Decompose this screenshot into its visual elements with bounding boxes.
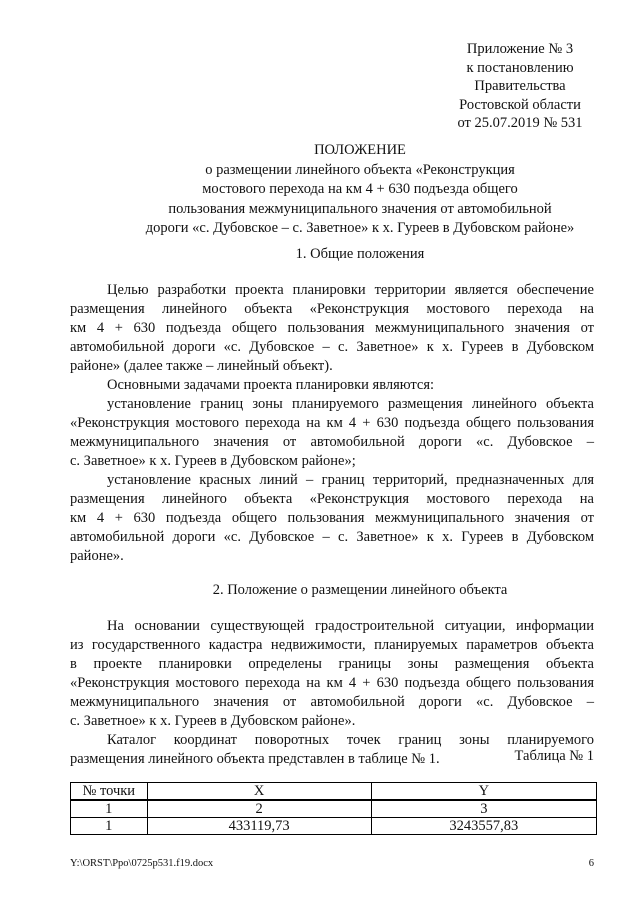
- table-cell: 2: [147, 800, 371, 818]
- paragraph-line: автомобильной дороги «с. Дубовское – с. Заветное» к х. Гуреев в Дубовском: [70, 529, 594, 545]
- paragraph-line: Основными задачами проекта планировки являются:: [107, 377, 435, 393]
- appendix-header: [420, 40, 620, 133]
- appendix-line: от 25.07.2019 № 531: [457, 115, 583, 132]
- paragraph-line: размещения линейного объекта «Реконструкция мостового перехода на: [70, 301, 594, 317]
- paragraph-line: из государственного кадастра недвижимости, планируемых параметров объекта: [70, 637, 594, 653]
- table-header-row: [71, 783, 597, 801]
- paragraph-line: межмуниципального значения от автомобильной дороги «с. Дубовское –: [70, 694, 594, 710]
- paragraph-line: «Реконструкция мостового перехода на км 4 + 630 подъезда общего пользования: [70, 675, 594, 691]
- appendix-line: Приложение № 3: [466, 41, 574, 57]
- paragraph-line: Целью разработки проекта планировки территории является обеспечение: [107, 282, 594, 298]
- paragraph-line: районе» (далее также – линейный объект).: [70, 358, 333, 374]
- appendix-line: Ростовской области: [459, 96, 581, 113]
- paragraph-line: размещения линейного объекта представлен в таблице № 1.: [70, 751, 440, 767]
- paragraph-line: установление границ зоны планируемого размещения линейного объекта: [107, 396, 594, 412]
- paragraph-line: км 4 + 630 подъезда общего пользования межмуниципального значения от: [70, 320, 594, 336]
- section-heading-1: 1. Общие положения: [295, 246, 425, 262]
- document-title: [60, 141, 640, 239]
- table-cell: 3243557,83: [371, 818, 596, 835]
- table-numbering-row: [71, 800, 597, 818]
- paragraph-line: с. Заветное» к х. Гуреев в Дубовском районе»;: [70, 453, 356, 469]
- section-heading-2: 2. Положение о размещении линейного объекта: [212, 582, 508, 598]
- paragraph-line: Каталог координат поворотных точек границ зоны планируемого: [107, 732, 594, 748]
- paragraph-line: районе».: [70, 548, 124, 564]
- appendix-line: к постановлению: [466, 59, 574, 76]
- paragraph-line: автомобильной дороги «с. Дубовское – с. Заветное» к х. Гуреев в Дубовском: [70, 339, 594, 355]
- paragraph-line: км 4 + 630 подъезда общего пользования межмуниципального значения от: [70, 510, 594, 526]
- table-header-cell: Y: [371, 783, 596, 801]
- title-line: дороги «с. Дубовское – с. Заветное» к х. Гуреев в Дубовском районе»: [145, 220, 575, 237]
- table-cell: 3: [371, 800, 596, 818]
- table-cell: 433119,73: [147, 818, 371, 835]
- page-number: 6: [588, 858, 594, 869]
- appendix-line: Правительства: [474, 78, 566, 95]
- paragraph-line: с. Заветное» к х. Гуреев в Дубовском районе».: [70, 713, 356, 729]
- paragraph-line: «Реконструкция мостового перехода на км 4 + 630 подъезда общего пользования: [70, 415, 594, 431]
- title-heading: ПОЛОЖЕНИЕ: [314, 142, 406, 158]
- table-caption: Таблица № 1: [514, 748, 594, 764]
- title-line: пользования межмуниципального значения от автомобильной: [168, 200, 552, 217]
- table-row: [71, 818, 597, 835]
- footer-file-path: Y:\ORST\Ppo\0725p531.f19.docx: [70, 858, 214, 869]
- title-line: мостового перехода на км 4 + 630 подъезда общего: [202, 181, 518, 198]
- table-cell: 1: [71, 800, 148, 818]
- table-cell: 1: [71, 818, 148, 835]
- paragraph-line: межмуниципального значения от автомобильной дороги «с. Дубовское –: [70, 434, 594, 450]
- paragraph-line: в проекте планировки определены границы зоны размещения объекта: [70, 656, 594, 672]
- table-header-cell: X: [147, 783, 371, 801]
- paragraph-line: установление красных линий – границ территорий, предназначенных для: [107, 472, 594, 488]
- table-header-cell: № точки: [71, 783, 148, 801]
- paragraph-line: размещения линейного объекта «Реконструкция мостового перехода на: [70, 491, 594, 507]
- title-line: о размещении линейного объекта «Реконструкция: [205, 161, 515, 178]
- paragraph-line: На основании существующей градостроительной ситуации, информации: [107, 618, 594, 634]
- coordinates-table: [70, 782, 597, 835]
